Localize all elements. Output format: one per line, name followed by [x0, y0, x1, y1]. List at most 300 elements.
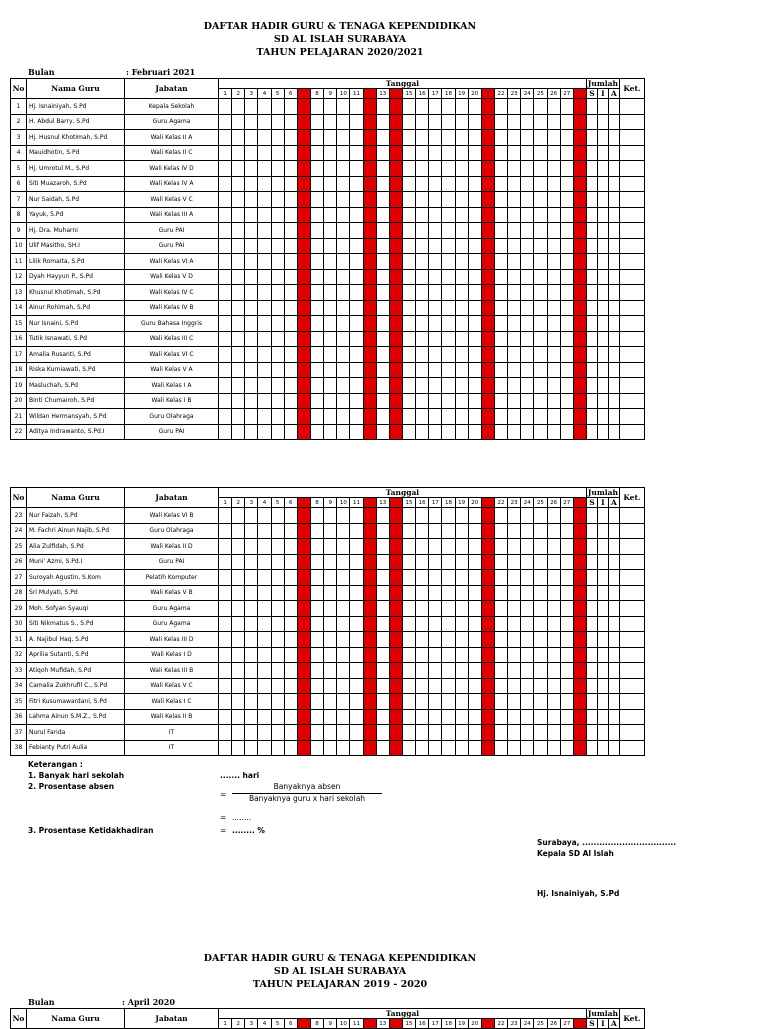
attendance-cell [284, 508, 297, 524]
day-header [481, 89, 494, 99]
day-header: 5 [271, 1019, 284, 1029]
attendance-cell [534, 409, 547, 425]
header-tanggal: Tanggal [219, 488, 587, 498]
attendance-cell [494, 601, 507, 617]
summary-cell [608, 316, 619, 332]
day-header: 19 [455, 89, 468, 99]
attendance-cell [468, 740, 481, 756]
attendance-cell [284, 161, 297, 177]
day-header: 3 [245, 498, 258, 508]
summary-cell [586, 316, 597, 332]
attendance-cell [324, 347, 337, 363]
summary-cell [608, 130, 619, 146]
attendance-cell [429, 192, 442, 208]
attendance-cell [271, 523, 284, 539]
attendance-cell [258, 709, 271, 725]
attendance-cell [271, 99, 284, 115]
day-header: 23 [508, 498, 521, 508]
attendance-cell [468, 300, 481, 316]
attendance-cell [324, 663, 337, 679]
attendance-cell [219, 709, 232, 725]
attendance-cell [310, 740, 323, 756]
attendance-cell [468, 409, 481, 425]
attendance-cell [402, 554, 415, 570]
attendance-cell [376, 238, 389, 254]
attendance-cell [494, 424, 507, 440]
attendance-cell [297, 694, 310, 710]
attendance-cell [416, 508, 429, 524]
attendance-cell [429, 601, 442, 617]
day-header: 4 [258, 498, 271, 508]
attendance-cell [363, 601, 376, 617]
attendance-cell [429, 663, 442, 679]
attendance-cell [284, 331, 297, 347]
attendance-cell [416, 378, 429, 394]
row-nama-guru: Hj. Husnul Khotimah, S.Pd [27, 130, 125, 146]
attendance-cell [573, 331, 586, 347]
attendance-cell [310, 523, 323, 539]
day-header: 20 [468, 498, 481, 508]
attendance-cell [363, 694, 376, 710]
attendance-cell [468, 362, 481, 378]
attendance-cell [232, 176, 245, 192]
summary-cell [597, 508, 608, 524]
attendance-cell [284, 99, 297, 115]
attendance-cell [297, 725, 310, 741]
summary-cell [619, 508, 644, 524]
attendance-cell [560, 393, 573, 409]
attendance-cell [350, 114, 363, 130]
attendance-cell [534, 601, 547, 617]
attendance-cell [337, 176, 350, 192]
attendance-cell [219, 362, 232, 378]
attendance-cell [481, 269, 494, 285]
attendance-cell [258, 316, 271, 332]
attendance-cell [481, 238, 494, 254]
attendance-cell [534, 300, 547, 316]
attendance-cell [376, 409, 389, 425]
row-nama-guru: Lahma Ainun S.M.Z., S.Pd [27, 709, 125, 725]
attendance-cell [324, 709, 337, 725]
day-header: 16 [416, 498, 429, 508]
attendance-cell [324, 161, 337, 177]
summary-cell [608, 176, 619, 192]
attendance-cell [389, 347, 402, 363]
attendance-cell [468, 161, 481, 177]
attendance-cell [232, 362, 245, 378]
attendance-cell [258, 740, 271, 756]
attendance-cell [363, 725, 376, 741]
attendance-cell [455, 694, 468, 710]
attendance-cell [534, 632, 547, 648]
attendance-cell [534, 424, 547, 440]
attendance-cell [547, 725, 560, 741]
attendance-table-3 [10, 1008, 645, 1029]
attendance-cell [284, 223, 297, 239]
attendance-cell [481, 254, 494, 270]
attendance-cell [337, 740, 350, 756]
summary-cell [619, 130, 644, 146]
summary-cell [619, 378, 644, 394]
equals-sign-3: = [220, 826, 227, 835]
attendance-cell [258, 678, 271, 694]
attendance-cell [416, 585, 429, 601]
attendance-cell [560, 192, 573, 208]
summary-cell [586, 585, 597, 601]
attendance-cell [219, 223, 232, 239]
attendance-cell [429, 145, 442, 161]
sheet2-title-line-1: DAFTAR HADIR GURU & TENAGA KEPENDIDIKAN [203, 953, 477, 964]
day-header: 13 [376, 89, 389, 99]
attendance-cell [416, 539, 429, 555]
attendance-cell [310, 409, 323, 425]
attendance-cell [442, 570, 455, 586]
attendance-cell [534, 393, 547, 409]
attendance-cell [455, 176, 468, 192]
attendance-cell [297, 709, 310, 725]
attendance-cell [297, 316, 310, 332]
row-jabatan: Wali Kelas I B [125, 393, 219, 409]
attendance-cell [363, 207, 376, 223]
summary-cell [586, 130, 597, 146]
attendance-cell [350, 285, 363, 301]
attendance-cell [494, 393, 507, 409]
attendance-cell [521, 161, 534, 177]
summary-cell [619, 114, 644, 130]
attendance-cell [573, 238, 586, 254]
attendance-cell [258, 176, 271, 192]
summary-cell [597, 554, 608, 570]
attendance-cell [416, 331, 429, 347]
attendance-cell [442, 378, 455, 394]
attendance-cell [232, 508, 245, 524]
attendance-cell [258, 331, 271, 347]
attendance-cell [442, 725, 455, 741]
day-header [481, 498, 494, 508]
attendance-cell [573, 585, 586, 601]
row-nama-guru: Nurul Farida [27, 725, 125, 741]
attendance-cell [508, 601, 521, 617]
summary-cell [597, 725, 608, 741]
day-header: 8 [310, 89, 323, 99]
attendance-cell [547, 393, 560, 409]
summary-cell [619, 347, 644, 363]
row-nama-guru: Muni' Azmi, S.Pd.I [27, 554, 125, 570]
attendance-cell [442, 678, 455, 694]
attendance-cell [455, 725, 468, 741]
attendance-cell [324, 409, 337, 425]
row-jabatan: Wali Kelas VI A [125, 254, 219, 270]
attendance-cell [337, 424, 350, 440]
summary-cell [608, 362, 619, 378]
attendance-cell [560, 709, 573, 725]
attendance-cell [521, 424, 534, 440]
summary-cell [586, 254, 597, 270]
attendance-cell [310, 269, 323, 285]
attendance-cell [324, 130, 337, 146]
attendance-cell [402, 254, 415, 270]
attendance-cell [337, 393, 350, 409]
table-row [11, 362, 645, 378]
attendance-cell [494, 647, 507, 663]
attendance-cell [494, 130, 507, 146]
summary-cell [619, 647, 644, 663]
attendance-cell [547, 145, 560, 161]
row-jabatan: Wali Kelas II B [125, 709, 219, 725]
attendance-cell [455, 508, 468, 524]
attendance-cell [258, 114, 271, 130]
attendance-cell [573, 647, 586, 663]
attendance-cell [284, 663, 297, 679]
attendance-cell [297, 570, 310, 586]
attendance-cell [337, 300, 350, 316]
attendance-cell [573, 709, 586, 725]
summary-cell [586, 647, 597, 663]
attendance-cell [258, 300, 271, 316]
day-header: 22 [494, 89, 507, 99]
attendance-cell [508, 223, 521, 239]
attendance-cell [376, 331, 389, 347]
summary-cell [586, 740, 597, 756]
keterangan-label: Keterangan : [28, 760, 83, 769]
attendance-cell [337, 585, 350, 601]
attendance-cell [468, 663, 481, 679]
attendance-cell [494, 554, 507, 570]
attendance-cell [363, 378, 376, 394]
attendance-cell [455, 223, 468, 239]
attendance-cell [310, 207, 323, 223]
attendance-cell [284, 254, 297, 270]
summary-cell [597, 145, 608, 161]
attendance-cell [337, 570, 350, 586]
attendance-cell [258, 393, 271, 409]
attendance-cell [337, 285, 350, 301]
row-no: 4 [11, 145, 27, 161]
attendance-cell [337, 269, 350, 285]
attendance-cell [429, 285, 442, 301]
attendance-cell [494, 269, 507, 285]
attendance-cell [389, 316, 402, 332]
attendance-cell [455, 269, 468, 285]
attendance-cell [402, 238, 415, 254]
attendance-cell [534, 207, 547, 223]
attendance-cell [337, 238, 350, 254]
attendance-cell [534, 161, 547, 177]
attendance-cell [494, 523, 507, 539]
attendance-cell [337, 409, 350, 425]
attendance-cell [455, 285, 468, 301]
attendance-cell [534, 709, 547, 725]
row-jabatan: Wali Kelas V C [125, 192, 219, 208]
attendance-cell [376, 523, 389, 539]
table-row [11, 632, 645, 648]
attendance-cell [219, 316, 232, 332]
attendance-cell [468, 378, 481, 394]
attendance-cell [521, 725, 534, 741]
attendance-cell [376, 424, 389, 440]
summary-cell [608, 114, 619, 130]
summary-cell [619, 99, 644, 115]
row-nama-guru: M. Fachri Ainun Najib, S.Pd [27, 523, 125, 539]
attendance-cell [534, 378, 547, 394]
summary-cell [586, 554, 597, 570]
attendance-cell [521, 616, 534, 632]
attendance-cell [389, 176, 402, 192]
summary-cell [597, 176, 608, 192]
table-row [11, 114, 645, 130]
attendance-cell [429, 523, 442, 539]
attendance-cell [455, 740, 468, 756]
attendance-cell [416, 130, 429, 146]
attendance-cell [363, 99, 376, 115]
attendance-cell [258, 725, 271, 741]
attendance-cell [573, 725, 586, 741]
attendance-cell [573, 176, 586, 192]
attendance-cell [402, 99, 415, 115]
attendance-cell [573, 145, 586, 161]
day-header: 6 [284, 89, 297, 99]
attendance-cell [271, 694, 284, 710]
summary-cell [608, 694, 619, 710]
attendance-cell [402, 316, 415, 332]
summary-cell [619, 554, 644, 570]
row-no: 7 [11, 192, 27, 208]
attendance-cell [560, 223, 573, 239]
attendance-cell [547, 207, 560, 223]
attendance-cell [416, 393, 429, 409]
attendance-cell [389, 694, 402, 710]
attendance-cell [560, 740, 573, 756]
attendance-cell [232, 539, 245, 555]
table-row [11, 378, 645, 394]
fraction-denominator: Banyaknya guru x hari sekolah [248, 794, 366, 803]
attendance-cell [429, 539, 442, 555]
day-header: 1 [219, 1019, 232, 1029]
row-jabatan: Wali Kelas II A [125, 130, 219, 146]
row-nama-guru: Febianty Putri Aulia [27, 740, 125, 756]
table-row [11, 678, 645, 694]
row-nama-guru: Moh. Sofyan Syauqi [27, 601, 125, 617]
attendance-cell [508, 616, 521, 632]
attendance-cell [350, 192, 363, 208]
summary-cell [619, 570, 644, 586]
summary-cell [586, 694, 597, 710]
attendance-cell [481, 409, 494, 425]
attendance-cell [219, 269, 232, 285]
attendance-cell [310, 176, 323, 192]
attendance-cell [310, 709, 323, 725]
attendance-cell [560, 161, 573, 177]
attendance-cell [324, 207, 337, 223]
equals-sign: = [220, 790, 227, 799]
summary-cell [586, 632, 597, 648]
attendance-cell [468, 176, 481, 192]
summary-cell [586, 331, 597, 347]
attendance-cell [310, 647, 323, 663]
sheet2-bulan-value: : April 2020 [122, 997, 175, 1007]
day-header: 2 [232, 498, 245, 508]
attendance-cell [245, 316, 258, 332]
row-jabatan: Guru PAI [125, 424, 219, 440]
attendance-cell [521, 192, 534, 208]
attendance-cell [481, 207, 494, 223]
attendance-cell [416, 424, 429, 440]
day-header: 20 [468, 89, 481, 99]
attendance-cell [310, 223, 323, 239]
table-row [11, 508, 645, 524]
attendance-cell [271, 393, 284, 409]
attendance-cell [481, 424, 494, 440]
header-tanggal: Tanggal [219, 1009, 587, 1019]
row-jabatan: Guru Agama [125, 616, 219, 632]
day-header: 5 [271, 498, 284, 508]
table-row [11, 238, 645, 254]
attendance-cell [337, 331, 350, 347]
attendance-cell [534, 678, 547, 694]
day-header: 11 [350, 1019, 363, 1029]
summary-cell [597, 632, 608, 648]
attendance-cell [508, 300, 521, 316]
attendance-cell [547, 647, 560, 663]
attendance-cell [402, 409, 415, 425]
attendance-cell [350, 161, 363, 177]
attendance-cell [284, 678, 297, 694]
summary-cell [608, 269, 619, 285]
table-row [11, 300, 645, 316]
attendance-cell [284, 424, 297, 440]
attendance-cell [534, 362, 547, 378]
attendance-cell [416, 362, 429, 378]
attendance-cell [337, 663, 350, 679]
attendance-cell [508, 130, 521, 146]
attendance-cell [573, 285, 586, 301]
attendance-cell [232, 694, 245, 710]
attendance-cell [547, 331, 560, 347]
attendance-cell [494, 145, 507, 161]
row-jabatan: Guru Olahraga [125, 523, 219, 539]
attendance-cell [508, 709, 521, 725]
attendance-table-1 [10, 78, 645, 440]
day-header: 13 [376, 1019, 389, 1029]
summary-cell [597, 694, 608, 710]
row-nama-guru: Siti Muazaroh, S.Pd [27, 176, 125, 192]
day-header [297, 89, 310, 99]
attendance-cell [297, 269, 310, 285]
attendance-cell [271, 378, 284, 394]
attendance-cell [455, 145, 468, 161]
attendance-cell [468, 393, 481, 409]
attendance-cell [258, 192, 271, 208]
day-header: 8 [310, 1019, 323, 1029]
attendance-cell [547, 539, 560, 555]
attendance-cell [547, 378, 560, 394]
attendance-cell [534, 554, 547, 570]
attendance-cell [297, 362, 310, 378]
attendance-cell [547, 176, 560, 192]
summary-cell [608, 663, 619, 679]
attendance-cell [429, 331, 442, 347]
row-nama-guru: Riska Kurniawati, S.Pd [27, 362, 125, 378]
summary-cell [597, 331, 608, 347]
attendance-cell [376, 176, 389, 192]
row-no: 10 [11, 238, 27, 254]
row-nama-guru: Atiqoh Mufidah, S.Pd [27, 663, 125, 679]
attendance-cell [324, 508, 337, 524]
summary-cell [619, 300, 644, 316]
day-header: 26 [547, 1019, 560, 1029]
attendance-cell [429, 554, 442, 570]
attendance-cell [547, 192, 560, 208]
